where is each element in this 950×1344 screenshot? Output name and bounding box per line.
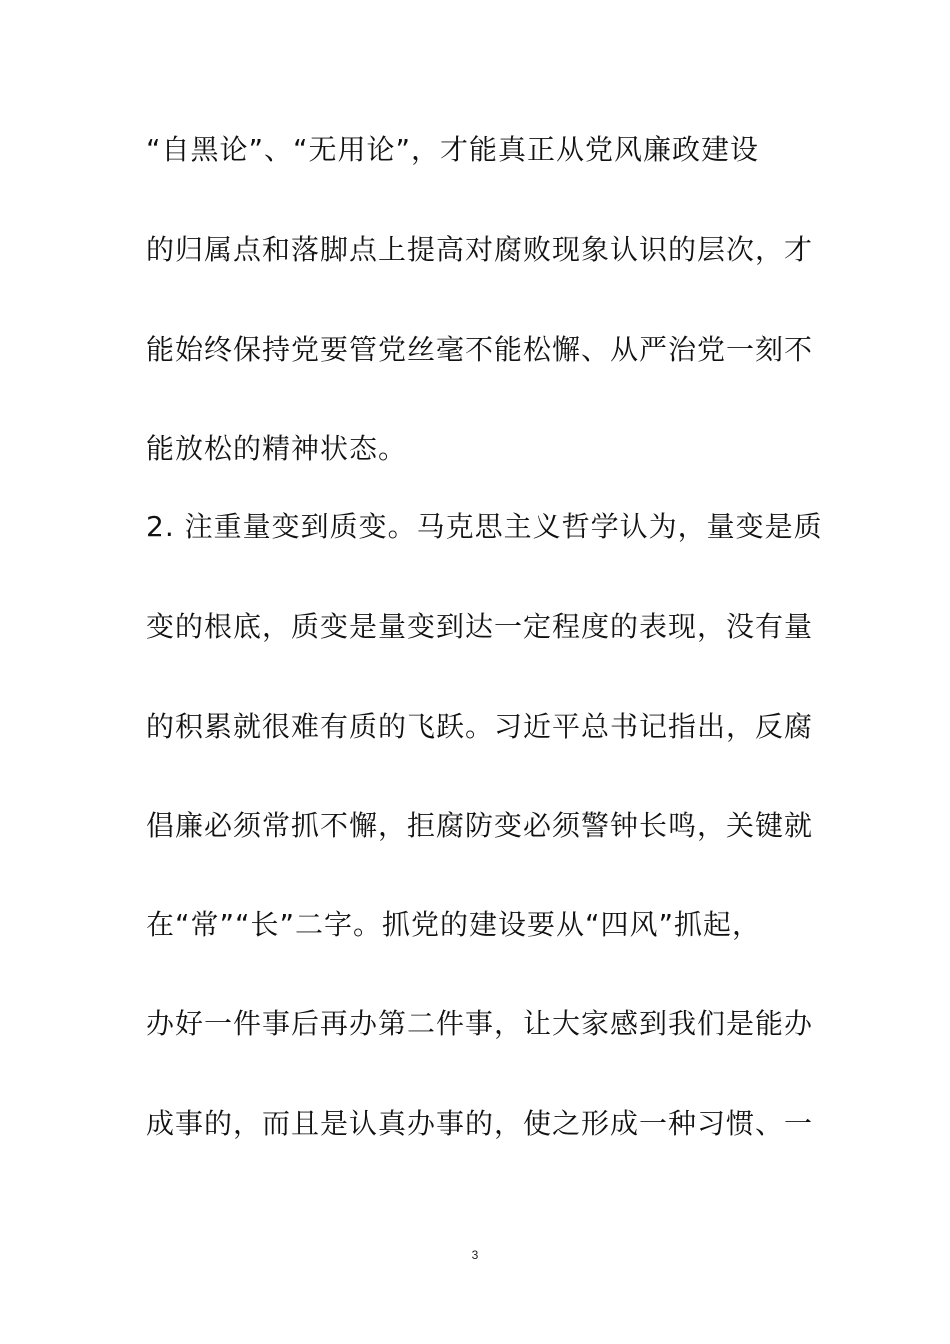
text-line-10: 办好一件事后再办第二件事，让大家感到我们是能办 (146, 1007, 814, 1040)
text-line-8: 倡廉必须常抓不懈，拒腐防变必须警钟长鸣，关键就 (146, 809, 814, 842)
text-line-4: 能放松的精神状态。 (146, 432, 408, 465)
text-line-9: 在“常”“长”二字。抓党的建设要从“四风”抓起， (146, 908, 762, 941)
text-line-5: 2. 注重量变到质变。马克思主义哲学认为，量变是质 (146, 510, 823, 543)
text-line-11: 成事的，而且是认真办事的，使之形成一种习惯、一 (146, 1107, 814, 1140)
text-line-7: 的积累就很难有质的飞跃。习近平总书记指出，反腐 (146, 710, 814, 743)
text-line-3: 能始终保持党要管党丝毫不能松懈、从严治党一刻不 (146, 333, 814, 366)
text-line-6: 变的根底，质变是量变到达一定程度的表现，没有量 (146, 610, 814, 643)
text-line-2: 的归属点和落脚点上提高对腐败现象认识的层次，才 (146, 233, 814, 266)
text-line-1: “自黑论”、“无用论”，才能真正从党风廉政建设 (146, 133, 760, 166)
page-number: 3 (471, 1248, 479, 1262)
